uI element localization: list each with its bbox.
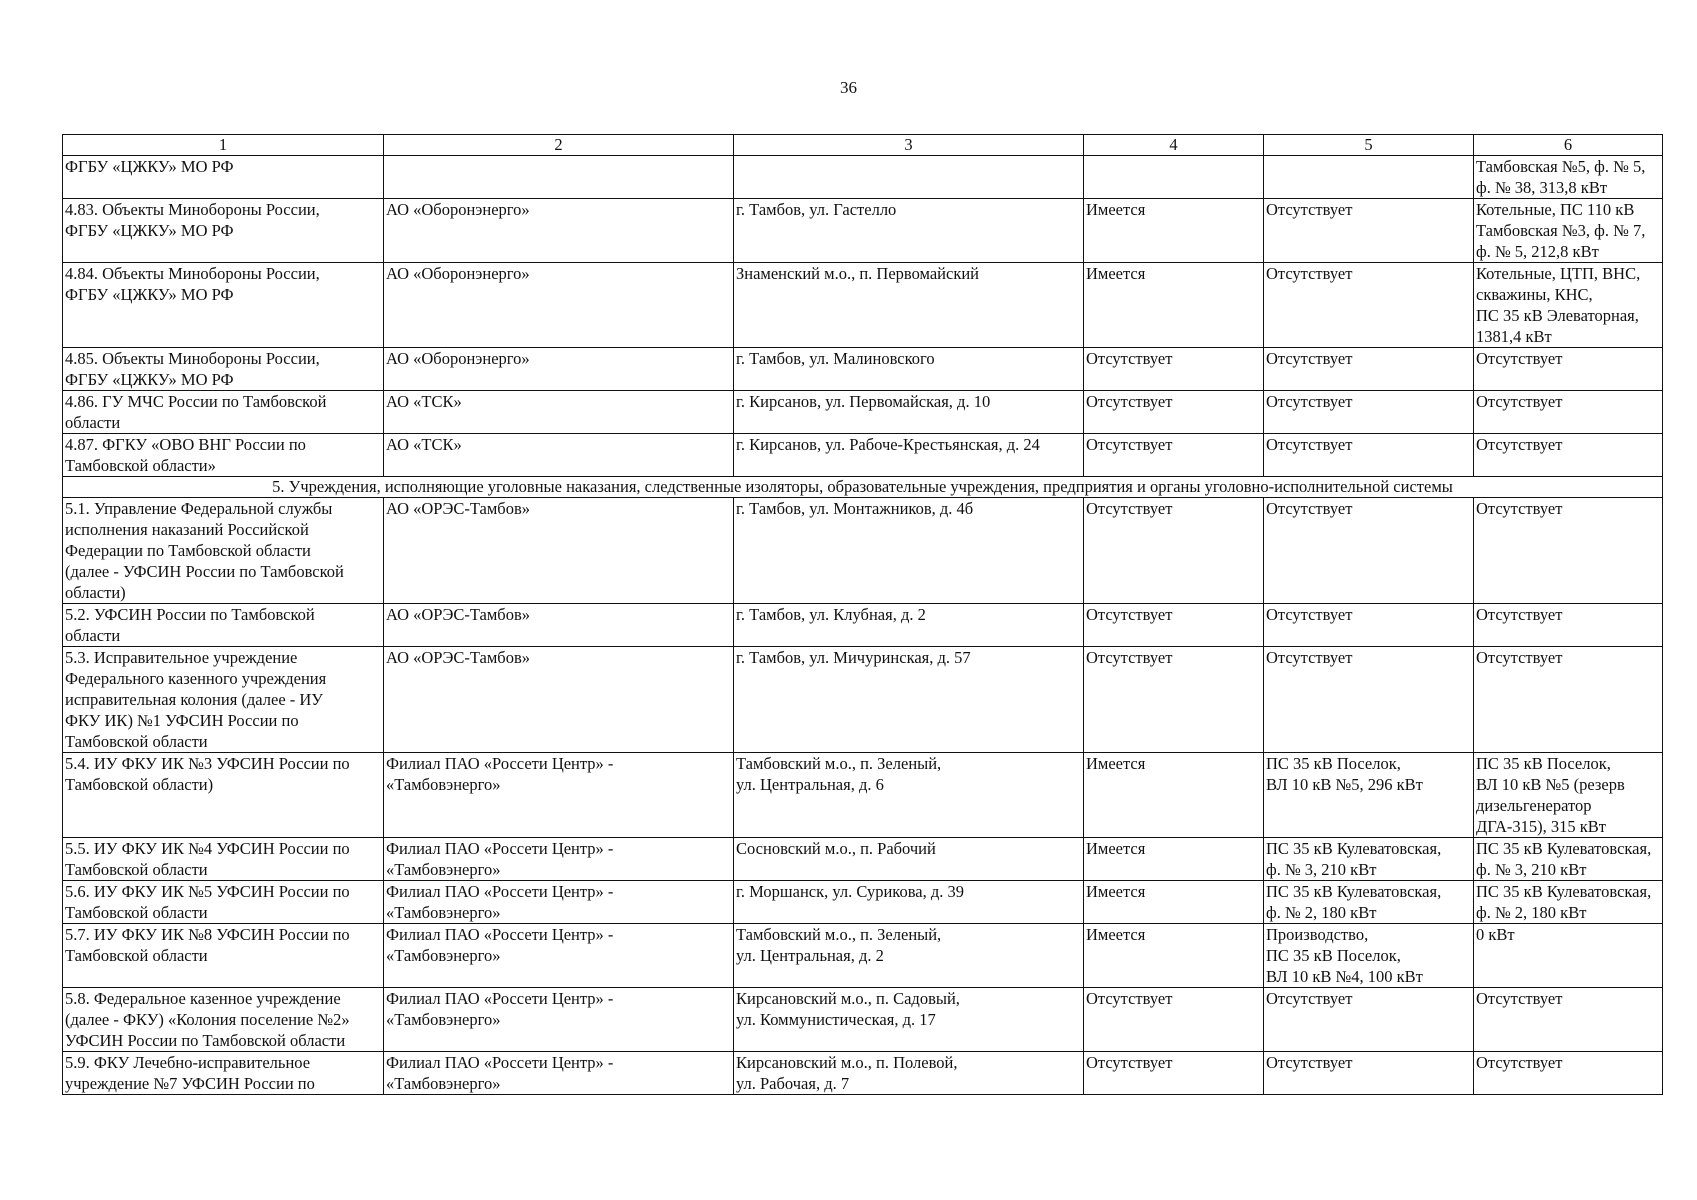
table-cell: ПС 35 кВ Поселок, ВЛ 10 кВ №5, 296 кВт [1264,753,1474,838]
table-row [63,156,1663,199]
table-cell: Тамбовский м.о., п. Зеленый, ул. Центральная, д. 6 [734,753,1084,838]
table-cell: Филиал ПАО «Россети Центр» - «Тамбовэнерго» [384,988,734,1052]
table-cell: Отсутствует [1084,604,1264,647]
table-cell: ПС 35 кВ Кулеватовская, ф. № 3, 210 кВт [1474,838,1663,881]
table-cell: г. Тамбов, ул. Гастелло [734,199,1084,263]
page-number: 36 [840,78,857,97]
table-cell: Имеется [1084,924,1264,988]
column-header: 1 [63,135,384,156]
column-header: 4 [1084,135,1264,156]
table-cell: 5.4. ИУ ФКУ ИК №3 УФСИН России по Тамбовской области) [63,753,384,838]
table-cell: г. Моршанск, ул. Сурикова, д. 39 [734,881,1084,924]
table-cell: Имеется [1084,838,1264,881]
table-cell: Отсутствует [1474,391,1663,434]
table-cell: Отсутствует [1264,263,1474,348]
table-cell [384,156,734,199]
table-cell: 5.6. ИУ ФКУ ИК №5 УФСИН России по Тамбовской области [63,881,384,924]
table-cell: 4.86. ГУ МЧС России по Тамбовской области [63,391,384,434]
table-cell: Кирсановский м.о., п. Садовый, ул. Коммунистическая, д. 17 [734,988,1084,1052]
table-cell: Отсутствует [1264,199,1474,263]
table-cell: Отсутствует [1084,391,1264,434]
section-row [63,477,1663,498]
table-cell: г. Кирсанов, ул. Рабоче-Крестьянская, д. 24 [734,434,1084,477]
table-cell: Отсутствует [1264,348,1474,391]
table-cell: Кирсановский м.о., п. Полевой, ул. Рабочая, д. 7 [734,1052,1084,1095]
table-row [63,838,1663,881]
section-title: 5. Учреждения, исполняющие уголовные наказания, следственные изоляторы, образовательные учреждения, предприятия и органы уголовно-исполнительной системы [63,477,1663,498]
table-cell: АО «ОРЭС-Тамбов» [384,604,734,647]
table-cell: Отсутствует [1474,988,1663,1052]
table-cell: Производство, ПС 35 кВ Поселок, ВЛ 10 кВ №4, 100 кВт [1264,924,1474,988]
table-cell: АО «ОРЭС-Тамбов» [384,647,734,753]
table-cell: Отсутствует [1084,434,1264,477]
table-cell: 4.85. Объекты Минобороны России, ФГБУ «ЦЖКУ» МО РФ [63,348,384,391]
table-cell [1264,156,1474,199]
table-cell: Знаменский м.о., п. Первомайский [734,263,1084,348]
table-cell: Отсутствует [1084,1052,1264,1095]
column-header: 6 [1474,135,1663,156]
data-table [62,134,1663,1095]
table-cell: Филиал ПАО «Россети Центр» - «Тамбовэнерго» [384,881,734,924]
table-cell: Филиал ПАО «Россети Центр» - «Тамбовэнерго» [384,753,734,838]
table-cell: АО «ТСК» [384,391,734,434]
table-cell: Отсутствует [1474,1052,1663,1095]
table-cell: Котельные, ЦТП, ВНС, скважины, КНС, ПС 35 кВ Элеваторная, 1381,4 кВт [1474,263,1663,348]
table-row [63,391,1663,434]
table-cell: Имеется [1084,199,1264,263]
column-header: 3 [734,135,1084,156]
table-cell: Отсутствует [1474,434,1663,477]
column-header-row [63,135,1663,156]
table-cell: 0 кВт [1474,924,1663,988]
table-cell: Котельные, ПС 110 кВ Тамбовская №3, ф. № 7, ф. № 5, 212,8 кВт [1474,199,1663,263]
table-cell: АО «ТСК» [384,434,734,477]
table-body [63,135,1663,1095]
table-row [63,881,1663,924]
table-row [63,1052,1663,1095]
table-cell: Тамбовская №5, ф. № 5, ф. № 38, 313,8 кВт [1474,156,1663,199]
table-cell: ПС 35 кВ Кулеватовская, ф. № 3, 210 кВт [1264,838,1474,881]
table-cell: Тамбовский м.о., п. Зеленый, ул. Центральная, д. 2 [734,924,1084,988]
table-row [63,604,1663,647]
table-cell: ФГБУ «ЦЖКУ» МО РФ [63,156,384,199]
table-row [63,434,1663,477]
table-cell: Отсутствует [1264,604,1474,647]
table-row [63,348,1663,391]
table-cell: Отсутствует [1264,434,1474,477]
table-cell: ПС 35 кВ Поселок, ВЛ 10 кВ №5 (резерв дизельгенератор ДГА-315), 315 кВт [1474,753,1663,838]
table-cell: Отсутствует [1264,1052,1474,1095]
column-header: 2 [384,135,734,156]
table-cell: Отсутствует [1264,391,1474,434]
table-row [63,988,1663,1052]
table-cell: АО «ОРЭС-Тамбов» [384,498,734,604]
table-row [63,924,1663,988]
table-cell: Имеется [1084,881,1264,924]
table-cell: Отсутствует [1474,498,1663,604]
table-row [63,753,1663,838]
table-row [63,647,1663,753]
table-cell: Отсутствует [1084,988,1264,1052]
table-cell: 4.84. Объекты Минобороны России, ФГБУ «ЦЖКУ» МО РФ [63,263,384,348]
table-cell: АО «Оборонэнерго» [384,199,734,263]
table-cell: Отсутствует [1474,647,1663,753]
table-cell: Отсутствует [1084,348,1264,391]
table-cell: г. Тамбов, ул. Мичуринская, д. 57 [734,647,1084,753]
table-cell [734,156,1084,199]
table-cell: 5.1. Управление Федеральной службы исполнения наказаний Российской Федерации по Тамбовской области (далее - УФСИН России по Тамбовской области) [63,498,384,604]
table-cell: Отсутствует [1084,498,1264,604]
table-cell: г. Тамбов, ул. Малиновского [734,348,1084,391]
table-cell: Филиал ПАО «Россети Центр» - «Тамбовэнерго» [384,1052,734,1095]
table-cell: г. Кирсанов, ул. Первомайская, д. 10 [734,391,1084,434]
table-row [63,199,1663,263]
table-cell: г. Тамбов, ул. Клубная, д. 2 [734,604,1084,647]
table-cell: АО «Оборонэнерго» [384,263,734,348]
table-cell [1084,156,1264,199]
table-cell: 4.87. ФГКУ «ОВО ВНГ России по Тамбовской области» [63,434,384,477]
table-cell: 5.9. ФКУ Лечебно-исправительное учреждение №7 УФСИН России по [63,1052,384,1095]
table-cell: 4.83. Объекты Минобороны России, ФГБУ «ЦЖКУ» МО РФ [63,199,384,263]
table-cell: г. Тамбов, ул. Монтажников, д. 4б [734,498,1084,604]
table-cell: Отсутствует [1474,348,1663,391]
table-cell: 5.5. ИУ ФКУ ИК №4 УФСИН России по Тамбовской области [63,838,384,881]
table-cell: Имеется [1084,263,1264,348]
table-row [63,498,1663,604]
table-cell: Филиал ПАО «Россети Центр» - «Тамбовэнерго» [384,838,734,881]
table-cell: Отсутствует [1264,647,1474,753]
table-cell: 5.3. Исправительное учреждение Федерального казенного учреждения исправительная колония (далее - ИУ ФКУ ИК) №1 УФСИН России по Тамбовской области [63,647,384,753]
table-cell: АО «Оборонэнерго» [384,348,734,391]
table-cell: ПС 35 кВ Кулеватовская, ф. № 2, 180 кВт [1264,881,1474,924]
table-cell: Отсутствует [1084,647,1264,753]
table-cell: Филиал ПАО «Россети Центр» - «Тамбовэнерго» [384,924,734,988]
table-cell: Отсутствует [1264,988,1474,1052]
table-cell: 5.2. УФСИН России по Тамбовской области [63,604,384,647]
table-cell: Имеется [1084,753,1264,838]
table-cell: 5.7. ИУ ФКУ ИК №8 УФСИН России по Тамбовской области [63,924,384,988]
table-cell: Отсутствует [1264,498,1474,604]
column-header: 5 [1264,135,1474,156]
table-cell: Сосновский м.о., п. Рабочий [734,838,1084,881]
table-cell: ПС 35 кВ Кулеватовская, ф. № 2, 180 кВт [1474,881,1663,924]
table-cell: Отсутствует [1474,604,1663,647]
table-cell: 5.8. Федеральное казенное учреждение (далее - ФКУ) «Колония поселение №2» УФСИН России по Тамбовской области [63,988,384,1052]
table-row [63,263,1663,348]
